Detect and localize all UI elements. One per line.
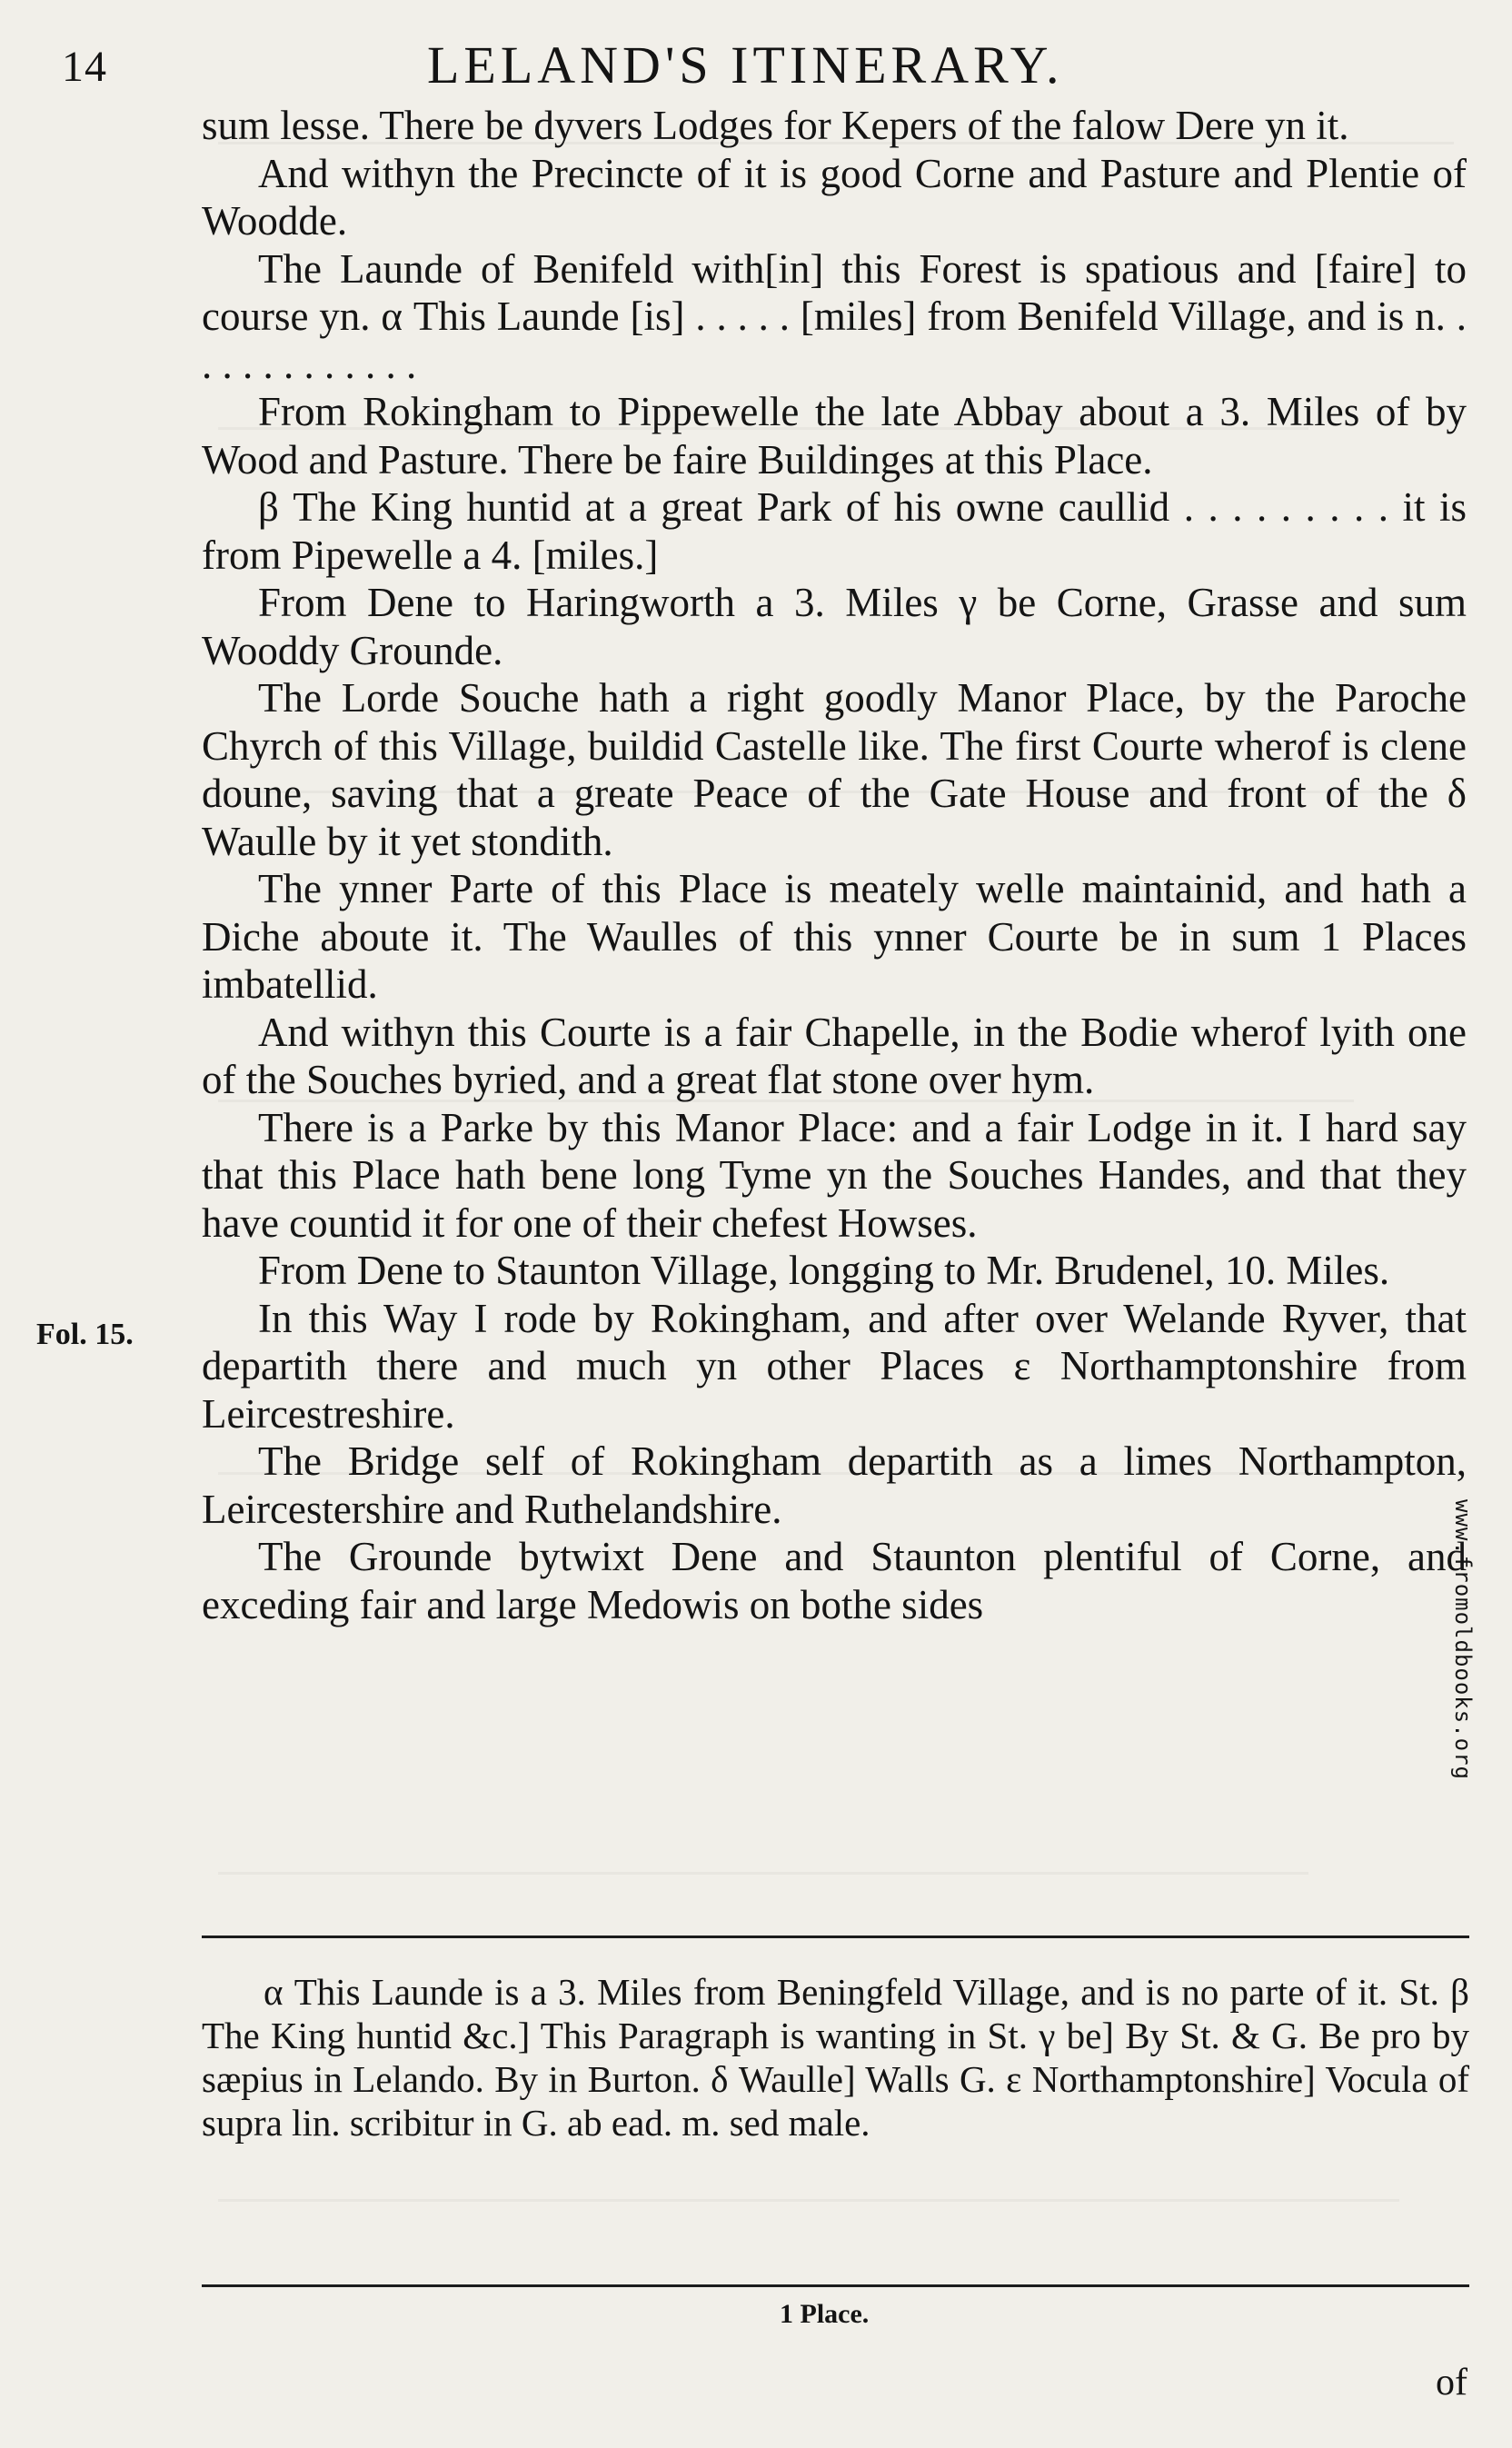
paragraph: From Rokingham to Pippewelle the late Abbay about a 3. Miles of by Wood and Pasture. There be faire Buildinges at this Place. — [202, 389, 1467, 483]
paragraph: sum lesse. There be dyvers Lodges for Kepers of the falow Dere yn it. — [202, 103, 1349, 148]
page-header — [45, 35, 1463, 98]
paragraph: The Bridge self of Rokingham departith as a limes Northampton, Leircestershire and Ruthelandshire. — [202, 1438, 1467, 1532]
notes-divider-top — [202, 1936, 1469, 1938]
paragraph: The Grounde bytwixt Dene and Staunton plentiful of Corne, and exceding fair and large Medowis on bothe sides — [202, 1534, 1467, 1627]
paragraph: β The King huntid at a great Park of his owne caullid . . . . . . . . . it is from Pipewelle a 4. [miles.] — [202, 484, 1467, 578]
running-title: LELAND'S ITINERARY. — [427, 35, 1064, 95]
paragraph: From Dene to Haringworth a 3. Miles γ be Corne, Grasse and sum Wooddy Grounde. — [202, 580, 1467, 673]
note-paragraph: α This Launde is a 3. Miles from Beningfeld Village, and is no parte of it. St. β The King huntid &c.] This Paragraph is wanting in St. γ be] By St. & G. Be pro by sæpius in Lelando. By in Burton. δ Waulle] Walls G. ε Northamptonshire] Vocula of supra lin. scribitur in G. ab ead. m. sed male. — [202, 1971, 1469, 2144]
margin-folio-note: Fol. 15. — [36, 1318, 134, 1351]
main-text — [202, 102, 1467, 1628]
paragraph: There is a Parke by this Manor Place: and a fair Lodge in it. I hard say that this Place hath bene long Tyme yn the Souches Handes, and that they have countid it for one of their chefest Howses. — [202, 1104, 1467, 1246]
paragraph: The Launde of Benifeld with[in] this Forest is spatious and [faire] to course yn. α This Launde [is] . . . . . [miles] from Benifeld Village, and is n. . . . . . . . . . . . . — [202, 245, 1467, 387]
paragraph: The Lorde Souche hath a right goodly Manor Place, by the Paroche Chyrch of this Village, buildid Castelle like. The first Courte wherof is clene doune, saving that a greate Peace of the Gate House and front of the δ Waulle by it yet stondith. — [202, 675, 1467, 864]
paragraph: From Dene to Staunton Village, longging to Mr. Brudenel, 10. Miles. — [258, 1248, 1390, 1293]
paragraph: And withyn this Courte is a fair Chapelle, in the Bodie wherof lyith one of the Souches byried, and a great flat stone over hym. — [202, 1009, 1467, 1102]
notes-divider-bottom — [202, 2284, 1469, 2287]
textual-notes — [202, 1970, 1469, 2144]
paragraph: The ynner Parte of this Place is meately welle maintainid, and hath a Diche aboute it. The Waulles of this ynner Courte be in sum 1 Places imbatellid. — [202, 866, 1467, 1007]
paragraph: And withyn the Precincte of it is good Corne and Pasture and Plentie of Woodde. — [202, 150, 1467, 244]
page-number: 14 — [62, 43, 107, 91]
footnote: 1 Place. — [780, 2299, 870, 2329]
watermark-text: www.fromoldbooks.org — [1450, 1499, 1476, 1780]
catchword: of — [1436, 2362, 1467, 2403]
paragraph: In this Way I rode by Rokingham, and after over Welande Ryver, that departith there and much yn other Places ε Northamptonshire from Leircestreshire. — [202, 1295, 1467, 1437]
